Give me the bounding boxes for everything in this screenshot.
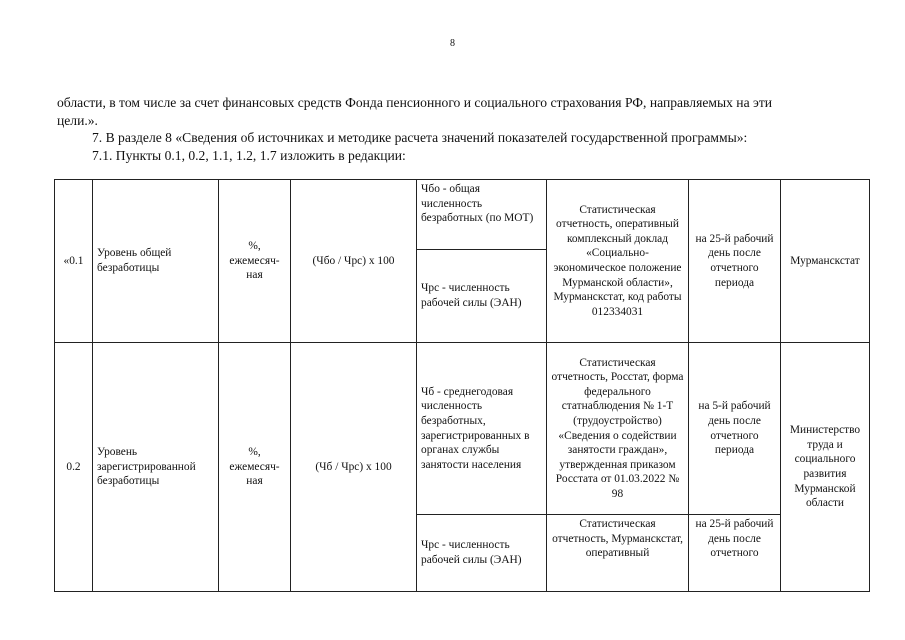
period-cell: на 25-й рабочий день после отчетного [689,515,781,592]
row-number-cell: 0.2 [55,343,93,592]
source-cell: Статистическая отчетность, Мурманскстат, оперативный [547,515,689,592]
source-cell: Статистическая отчетность, Росстат, форма федерального статнаблюдения № 1-Т (трудоустройство) «Сведения о содействии занятости граждан», утвержденная приказом Росстата от 01.03.2022 № 98 [547,343,689,515]
section-heading: 7. В разделе 8 «Сведения об источниках и методике расчета значений показателей государственной программы»: [92,130,748,145]
paragraph-line: области, в том числе за счет финансовых средств Фонда пенсионного и социального страхования РФ, направляемых на эти [57,95,773,110]
row-number-cell: «0.1 [55,180,93,343]
unit-cell: %, ежемесяч-ная [219,343,291,592]
indicator-name-cell: Уровень общей безработицы [93,180,219,343]
page-number: 8 [450,38,455,49]
variable-cell: Чб - среднегодовая численность безработных, зарегистрированных в органах службы занятости населения [417,343,547,515]
responsible-cell: Мурманскстат [781,180,870,343]
indicator-sources-table [54,179,870,592]
variable-cell: Чрс - численность рабочей силы (ЭАН) [417,250,547,343]
unit-cell: %, ежемесяч-ная [219,180,291,343]
responsible-cell: Министерство труда и социального развития Мурманской области [781,343,870,592]
variable-cell: Чбо - общая численность безработных (по МОТ) [417,180,547,250]
paragraph-line: цели.». [57,113,98,128]
source-cell: Статистическая отчетность, оперативный комплексный доклад «Социально-экономическое положение Мурманской области», Мурманскстат, код работы 012334031 [547,180,689,343]
subsection-heading: 7.1. Пункты 0.1, 0.2, 1.1, 1.2, 1.7 изложить в редакции: [92,148,406,163]
indicator-name-cell: Уровень зарегистрированной безработицы [93,343,219,592]
period-cell: на 5-й рабочий день после отчетного периода [689,343,781,515]
variable-cell: Чрс - численность рабочей силы (ЭАН) [417,515,547,592]
formula-cell: (Чбо / Чрс) х 100 [291,180,417,343]
period-cell: на 25-й рабочий день после отчетного периода [689,180,781,343]
formula-cell: (Чб / Чрс) х 100 [291,343,417,592]
